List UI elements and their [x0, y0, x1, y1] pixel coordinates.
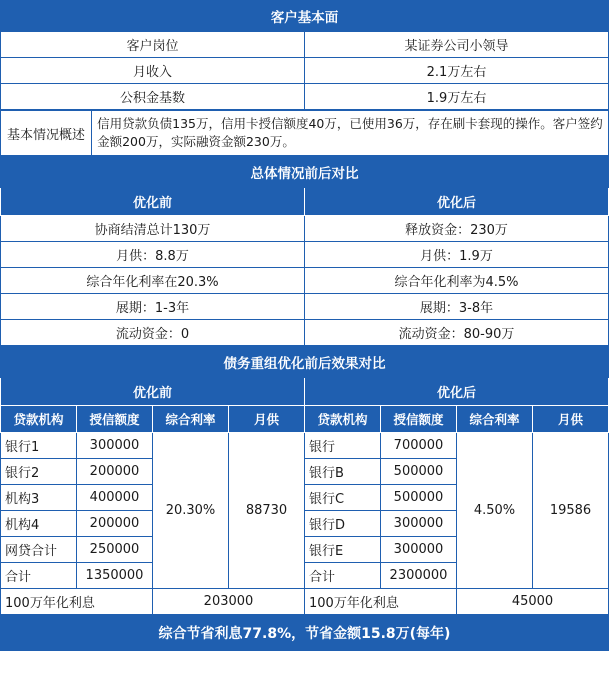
after-amount: 500000: [381, 459, 457, 485]
after-amount: 500000: [381, 485, 457, 511]
before-value: 流动资金：0: [1, 320, 305, 346]
table-row-interest: [1, 589, 609, 615]
before-value: 展期：1-3年: [1, 294, 305, 320]
after-org-total: 合计: [305, 563, 381, 589]
section2-title-row: [1, 157, 609, 188]
group-header-after: 优化后: [305, 378, 609, 406]
section-debt-restructure: [0, 346, 609, 615]
section-footer: [0, 615, 609, 651]
header-monthly-after: 月供: [533, 406, 609, 433]
summary-label: 基本情况概述: [1, 111, 92, 156]
table-row: [1, 216, 609, 242]
column-header-after: 优化后: [305, 188, 609, 216]
before-value: 月供：8.8万: [1, 242, 305, 268]
before-org: 网贷合计: [1, 537, 77, 563]
after-org: 银行: [305, 433, 381, 459]
after-value: 释放资金：230万: [305, 216, 609, 242]
group-header-before: 优化前: [1, 378, 305, 406]
table-row: [1, 433, 609, 459]
before-org: 银行2: [1, 459, 77, 485]
summary-row: [1, 111, 609, 156]
table-row: [1, 58, 609, 84]
before-org: 机构3: [1, 485, 77, 511]
after-amount: 300000: [381, 537, 457, 563]
section2-header-row: [1, 188, 609, 216]
before-value: 协商结清总计130万: [1, 216, 305, 242]
row-label: 公积金基数: [1, 84, 305, 110]
after-org: 银行C: [305, 485, 381, 511]
section2-title: 总体情况前后对比: [1, 157, 609, 188]
before-value: 综合年化利率在20.3%: [1, 268, 305, 294]
after-interest-label: 100万年化利息: [305, 589, 457, 615]
section3-title: 债务重组优化前后效果对比: [1, 347, 609, 378]
section1-title: 客户基本面: [1, 1, 609, 32]
table-row: [1, 294, 609, 320]
after-amount-total: 2300000: [381, 563, 457, 589]
before-org-total: 合计: [1, 563, 77, 589]
after-amount: 300000: [381, 511, 457, 537]
table-row: [1, 320, 609, 346]
section-customer-summary: [0, 110, 609, 156]
table-row: [1, 84, 609, 110]
before-amount: 400000: [77, 485, 153, 511]
after-org: 银行D: [305, 511, 381, 537]
before-rate: 20.30%: [153, 433, 229, 589]
before-amount: 300000: [77, 433, 153, 459]
section-overall-comparison: [0, 156, 609, 346]
before-interest-label: 100万年化利息: [1, 589, 153, 615]
row-label: 月收入: [1, 58, 305, 84]
section1-title-row: [1, 1, 609, 32]
after-value: 综合年化利率为4.5%: [305, 268, 609, 294]
header-amount-after: 授信额度: [381, 406, 457, 433]
after-monthly: 19586: [533, 433, 609, 589]
header-rate-before: 综合利率: [153, 406, 229, 433]
column-header-before: 优化前: [1, 188, 305, 216]
row-label: 客户岗位: [1, 32, 305, 58]
section-customer-basics: [0, 0, 609, 110]
after-value: 展期：3-8年: [305, 294, 609, 320]
before-interest-value: 203000: [153, 589, 305, 615]
footer-summary: 综合节省利息77.8%，节省金额15.8万(每年): [1, 616, 609, 651]
section3-title-row: [1, 347, 609, 378]
table-row: [1, 32, 609, 58]
row-value: 2.1万左右: [305, 58, 609, 84]
after-value: 月供：1.9万: [305, 242, 609, 268]
summary-text: 信用贷款负债135万，信用卡授信额度40万，已使用36万，存在刷卡套现的操作。客户签约金额200万，实际融资金额230万。: [92, 111, 609, 156]
after-value: 流动资金：80-90万: [305, 320, 609, 346]
after-rate: 4.50%: [457, 433, 533, 589]
table-row: [1, 268, 609, 294]
footer-row: [1, 616, 609, 651]
row-value: 1.9万左右: [305, 84, 609, 110]
before-amount: 200000: [77, 511, 153, 537]
before-amount: 200000: [77, 459, 153, 485]
after-interest-value: 45000: [457, 589, 609, 615]
header-org-after: 贷款机构: [305, 406, 381, 433]
row-value: 某证券公司小领导: [305, 32, 609, 58]
after-org: 银行E: [305, 537, 381, 563]
header-amount-before: 授信额度: [77, 406, 153, 433]
after-org: 银行B: [305, 459, 381, 485]
header-monthly-before: 月供: [229, 406, 305, 433]
before-org: 机构4: [1, 511, 77, 537]
section3-group-header-row: [1, 378, 609, 406]
before-amount-total: 1350000: [77, 563, 153, 589]
before-amount: 250000: [77, 537, 153, 563]
before-monthly: 88730: [229, 433, 305, 589]
section3-column-header-row: [1, 406, 609, 433]
table-row: [1, 242, 609, 268]
before-org: 银行1: [1, 433, 77, 459]
after-amount: 700000: [381, 433, 457, 459]
header-rate-after: 综合利率: [457, 406, 533, 433]
header-org-before: 贷款机构: [1, 406, 77, 433]
